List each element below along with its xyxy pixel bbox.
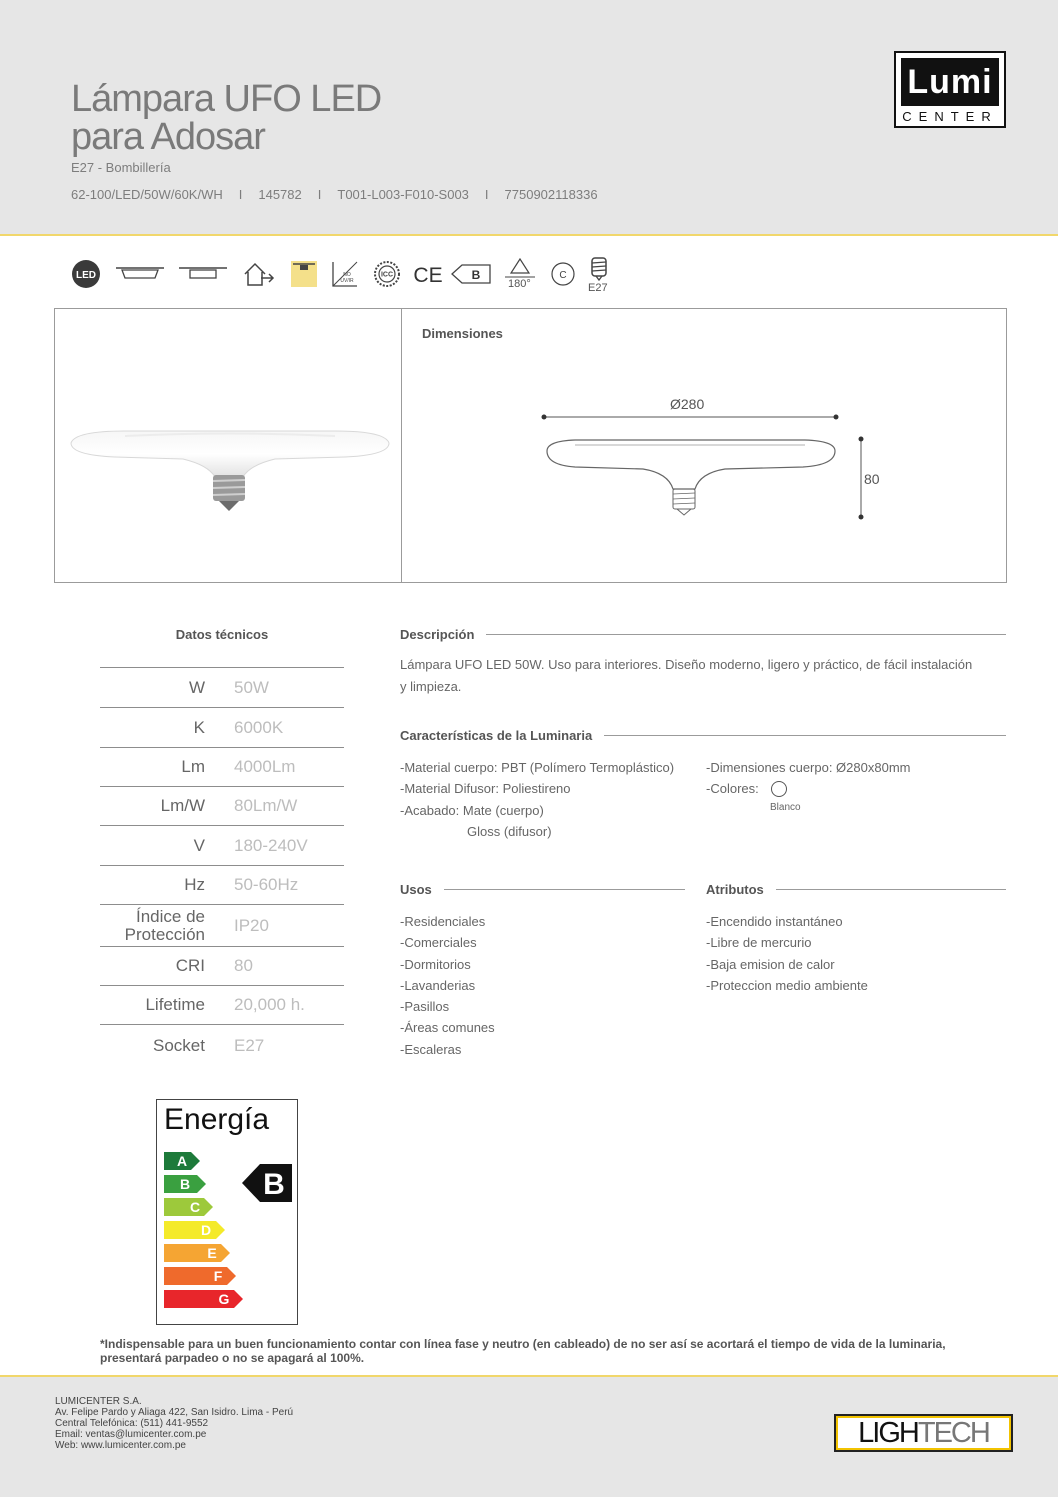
- tech-row-power: [100, 667, 344, 707]
- svg-text:ICC: ICC: [380, 271, 394, 279]
- svg-text:A: A: [176, 1153, 188, 1169]
- product-title: [71, 80, 381, 156]
- tech-key: Lifetime: [145, 995, 205, 1014]
- white-color-swatch: [771, 781, 787, 797]
- tech-value: 50W: [234, 677, 269, 697]
- product-image-box: [54, 308, 1007, 583]
- tech-key: V: [193, 835, 205, 855]
- usos-title: Usos: [400, 882, 432, 897]
- tech-data-title: Datos técnicos: [175, 627, 269, 642]
- tech-data-table: [100, 667, 344, 1066]
- atributo-item: -Proteccion medio ambiente: [706, 977, 868, 993]
- atributos-title: Atributos: [706, 882, 764, 897]
- feature-item: -Material cuerpo: PBT (Polímero Termoplástico): [400, 760, 675, 775]
- separator: I: [238, 187, 243, 202]
- feature-icons: [70, 256, 630, 296]
- tech-row-color-temp: [100, 707, 344, 747]
- family-code: T001-L003-F010-S003: [337, 187, 469, 202]
- energy-bar-b: [164, 1175, 206, 1193]
- box-divider: [401, 309, 402, 582]
- description-line-2: y limpieza.: [400, 679, 462, 694]
- tech-value: 180-240V: [234, 835, 308, 855]
- energy-bar-g: [164, 1290, 243, 1308]
- footnote-line-2: presentará parpadeo o no se apagará al 100%.: [100, 1351, 365, 1365]
- surface-mount-icon: [178, 256, 228, 292]
- tech-key-line1: Índice de: [136, 906, 205, 926]
- energy-label: [156, 1099, 298, 1325]
- ceiling-mount-icon: [290, 256, 318, 292]
- atributo-item: -Encendido instantáneo: [706, 914, 843, 929]
- feature-item: -Acabado: Mate (cuerpo): [400, 802, 544, 818]
- energy-class-icon: [451, 256, 491, 292]
- brand-bold: LIGH: [858, 1416, 918, 1449]
- energy-rating-arrow: [242, 1164, 292, 1202]
- footnote: [100, 1337, 1000, 1365]
- usos-list: [400, 911, 495, 1060]
- e27-socket-icon: [587, 256, 611, 282]
- email-line[interactable]: Email: ventas@lumicenter.com.pe: [55, 1429, 207, 1440]
- socket-label: E27: [588, 282, 608, 294]
- address-line: Av. Felipe Pardo y Aliaga 422, San Isidro. Lima - Perú: [55, 1407, 294, 1418]
- tech-row-frequency: [100, 865, 344, 904]
- svg-text:C: C: [189, 1199, 201, 1215]
- tech-key: Lm: [181, 757, 205, 776]
- footer-band: [0, 1375, 1058, 1497]
- svg-text:F: F: [213, 1268, 223, 1284]
- description-text: [400, 654, 1020, 698]
- height-label: 80: [864, 471, 880, 487]
- feature-dimensions: -Dimensiones cuerpo: Ø280x80mm: [706, 760, 911, 775]
- lightech-logo: [834, 1414, 1013, 1452]
- web-line[interactable]: Web: www.lumicenter.com.pe: [55, 1440, 186, 1451]
- features-heading: [400, 728, 1006, 743]
- phone-line: Central Telefónica: (511) 441-9552: [55, 1418, 209, 1429]
- tech-value: 20,000 h.: [234, 995, 305, 1014]
- tech-value: 50-60Hz: [234, 875, 299, 894]
- energy-title: Energía: [164, 1103, 270, 1136]
- separator: I: [317, 187, 322, 202]
- ceiling-surface-icon: [115, 256, 165, 292]
- energy-bar-c: [164, 1198, 213, 1216]
- uso-item: -Escaleras: [400, 1041, 462, 1057]
- svg-text:E: E: [207, 1245, 217, 1261]
- class-c-icon: [549, 256, 577, 292]
- energy-bar-e: [164, 1244, 230, 1262]
- uso-item: -Lavanderias: [400, 977, 476, 993]
- svg-text:C: C: [559, 270, 567, 281]
- features-title: Características de la Luminaria: [400, 728, 593, 743]
- ce-mark-icon: [413, 256, 443, 292]
- icc-certification-icon: [373, 256, 401, 292]
- heading-rule: [444, 889, 685, 890]
- description-heading: [400, 627, 1006, 642]
- feature-colors: [706, 778, 910, 799]
- tech-value: 6000K: [234, 717, 284, 737]
- beam-angle-icon: [504, 256, 536, 280]
- feature-item: -Material Difusor: Poliestireno: [400, 781, 571, 797]
- tech-row-efficacy: [100, 786, 344, 825]
- indoor-use-icon: [241, 256, 275, 292]
- header-band: [0, 0, 1058, 236]
- tech-row-lumens: [100, 747, 344, 786]
- diameter-label: Ø280: [670, 396, 705, 412]
- uso-item: -Áreas comunes: [400, 1020, 495, 1036]
- svg-text:UV/IR: UV/IR: [340, 278, 354, 284]
- logo-bottom: CENTER: [902, 109, 998, 124]
- beam-angle-label: 180°: [508, 278, 531, 290]
- tech-value: IP20: [234, 915, 269, 935]
- tech-row-cri: [100, 946, 344, 985]
- uso-item: -Dormitorios: [400, 956, 471, 972]
- uso-item: -Comerciales: [400, 935, 477, 951]
- description-title: Descripción: [400, 627, 475, 642]
- svg-text:B: B: [471, 268, 481, 282]
- features-left-list: [400, 757, 674, 842]
- svg-text:LED: LED: [76, 270, 96, 281]
- lightech-logo-inner: [838, 1418, 1009, 1448]
- description-line-1: Lámpara UFO LED 50W. Uso para interiores. Diseño moderno, ligero y práctico, de fácil instalación: [400, 657, 973, 672]
- tech-row-lifetime: [100, 985, 344, 1024]
- atributos-heading: [706, 882, 1006, 897]
- tech-key: W: [188, 677, 205, 697]
- separator: I: [484, 187, 489, 202]
- uso-item: -Residenciales: [400, 914, 486, 929]
- colors-label: -Colores:: [706, 781, 759, 797]
- tech-value: 80Lm/W: [234, 796, 298, 815]
- energy-bars: [164, 1152, 294, 1322]
- company-address: [55, 1396, 293, 1451]
- title-line-2: para Adosar: [71, 116, 265, 158]
- usos-heading: [400, 882, 685, 897]
- lumicenter-logo: [894, 51, 1006, 128]
- title-line-1: Lámpara UFO LED: [71, 78, 382, 120]
- color-name-label: Blanco: [770, 802, 801, 813]
- dimensions-title: Dimensiones: [422, 326, 503, 341]
- atributo-item: -Baja emision de calor: [706, 956, 835, 972]
- product-codes: [71, 187, 598, 202]
- tech-key-line2: Protección: [124, 924, 205, 944]
- tech-key: K: [193, 717, 205, 737]
- sku-code: 145782: [258, 187, 302, 202]
- features-right-list: [706, 757, 910, 800]
- tech-value: 4000Lm: [234, 757, 296, 776]
- tech-key: Socket: [153, 1035, 205, 1055]
- svg-text:NO: NO: [343, 272, 351, 278]
- heading-rule: [604, 735, 1006, 736]
- feature-item: Gloss (difusor): [467, 823, 552, 839]
- tech-value: E27: [234, 1035, 265, 1055]
- tech-row-protection: [100, 904, 344, 946]
- dimension-drawing: [535, 407, 865, 527]
- no-uv-ir-icon: [331, 256, 359, 292]
- atributos-list: [706, 911, 868, 996]
- svg-text:B: B: [263, 1168, 285, 1201]
- svg-text:B: B: [179, 1176, 191, 1192]
- logo-top: Lumi: [901, 58, 999, 106]
- tech-key: Lm/W: [160, 796, 205, 815]
- tech-row-socket: [100, 1024, 344, 1066]
- tech-key: [100, 908, 205, 944]
- energy-bar-f: [164, 1267, 236, 1285]
- tech-value: 80: [234, 956, 253, 975]
- energy-bar-d: [164, 1221, 225, 1239]
- model-code: 62-100/LED/50W/60K/WH: [71, 187, 223, 202]
- product-subtitle: E27 - Bombillería: [71, 160, 171, 175]
- svg-text:CE: CE: [413, 264, 443, 286]
- svg-text:D: D: [200, 1222, 212, 1238]
- product-photo: [65, 419, 395, 519]
- atributo-item: -Libre de mercurio: [706, 935, 812, 951]
- led-icon: [70, 256, 102, 292]
- tech-row-voltage: [100, 825, 344, 865]
- heading-rule: [486, 634, 1006, 635]
- barcode-number: 7750902118336: [504, 187, 598, 202]
- svg-text:G: G: [218, 1291, 230, 1307]
- brand-thin: TECH: [917, 1416, 989, 1449]
- heading-rule: [776, 889, 1006, 890]
- energy-bar-a: [164, 1152, 200, 1170]
- tech-key: CRI: [175, 956, 205, 975]
- footnote-line-1: *Indispensable para un buen funcionamiento contar con línea fase y neutro (en cableado) de no ser así se acortará el tiempo de vida de la luminaria,: [100, 1337, 946, 1351]
- company-name: LUMICENTER S.A.: [55, 1396, 142, 1407]
- tech-key: Hz: [184, 875, 205, 894]
- uso-item: -Pasillos: [400, 999, 450, 1015]
